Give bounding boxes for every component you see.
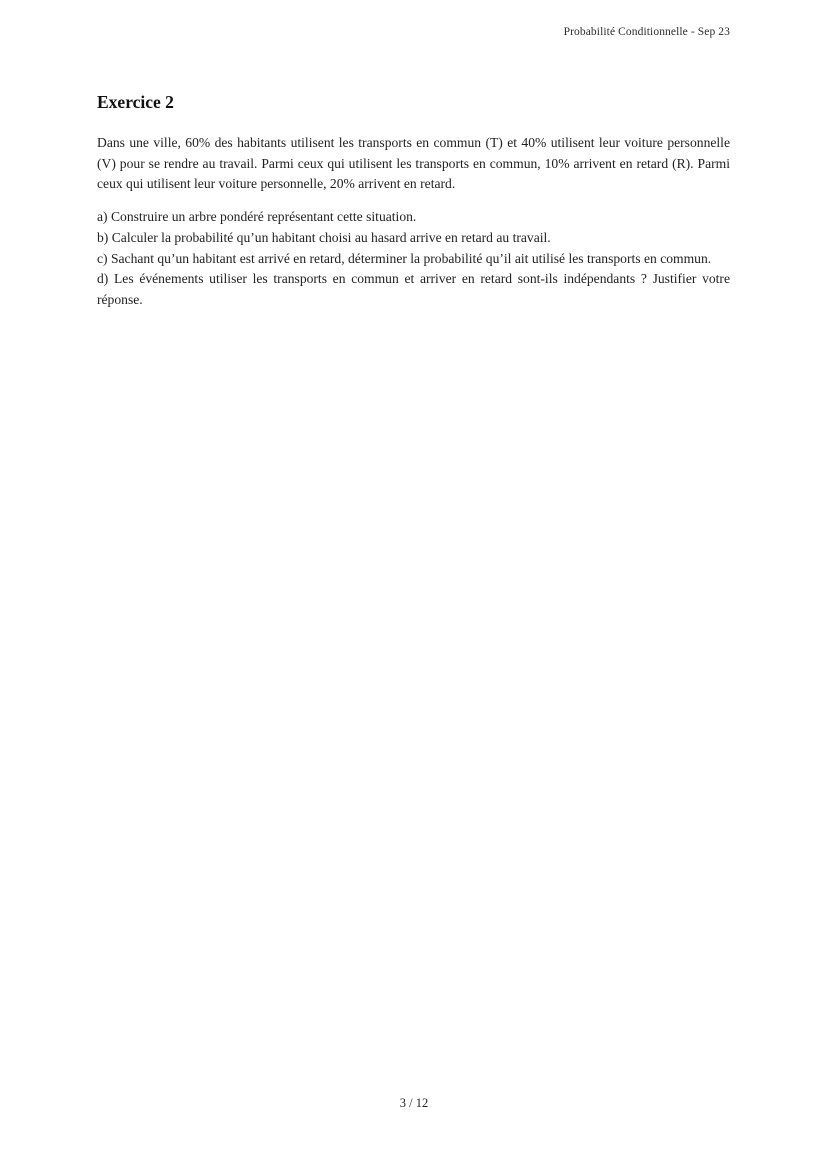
exercise-content	[97, 92, 730, 311]
question-c: c) Sachant qu’un habitant est arrivé en retard, déterminer la probabilité qu’il ait utilisé les transports en commun.	[97, 250, 712, 266]
exercise-intro-paragraph: Dans une ville, 60% des habitants utilisent les transports en commun (T) et 40% utilisent leur voiture personnelle (V) pour se rendre au travail. Parmi ceux qui utilisent les transports en commun, 10% arrivent en retard (R). Parmi ceux qui utilisent leur voiture personnelle, 20% arrivent en retard.	[97, 135, 730, 192]
question-list	[97, 207, 730, 311]
exercise-title: Exercice 2	[97, 92, 174, 112]
page-number: 3 / 12	[399, 1096, 429, 1110]
question-d: d) Les événements utiliser les transports en commun et arriver en retard sont-ils indépendants ? Justifier votre réponse.	[97, 271, 730, 307]
question-b: b) Calculer la probabilité qu’un habitant choisi au hasard arrive en retard au travail.	[97, 229, 551, 245]
running-header: Probabilité Conditionnelle - Sep 23	[563, 26, 730, 38]
question-a: a) Construire un arbre pondéré représentant cette situation.	[97, 209, 417, 225]
